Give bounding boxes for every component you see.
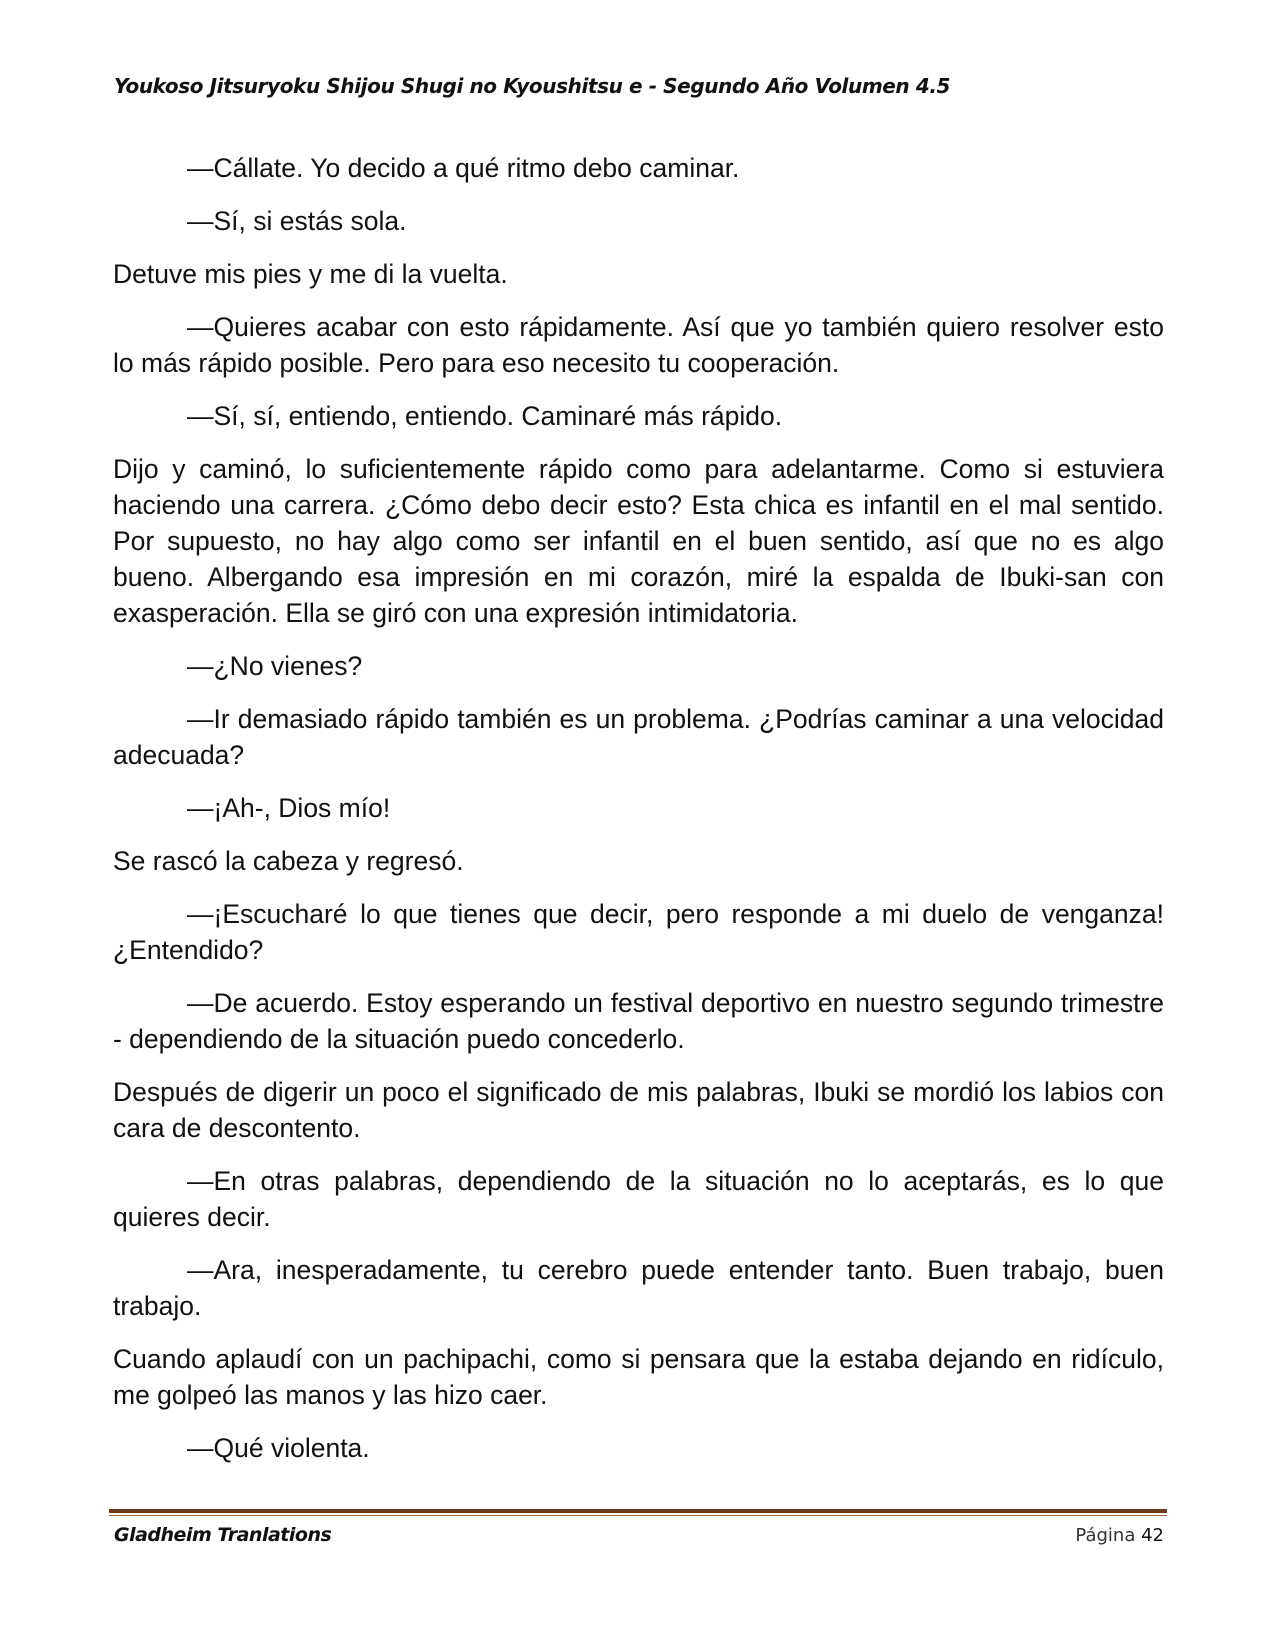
paragraph: —Quieres acabar con esto rápidamente. Así que yo también quiero resolver esto lo más rápido posible. Pero para eso necesito tu cooperación. (113, 312, 1164, 378)
page-number-block (1075, 1525, 1164, 1546)
paragraph: Después de digerir un poco el significado de mis palabras, Ibuki se mordió los labios con cara de descontento. (113, 1077, 1164, 1143)
footer-rule-thick (109, 1509, 1167, 1513)
paragraph: —Sí, sí, entiendo, entiendo. Caminaré más rápido. (187, 401, 783, 431)
header-title: Youkoso Jitsuryoku Shijou Shugi no Kyoushitsu e - Segundo Año Volumen 4.5 (114, 74, 951, 98)
paragraph: —Qué violenta. (187, 1433, 370, 1463)
page-label: Página (1075, 1525, 1136, 1546)
page-number: 42 (1141, 1525, 1164, 1546)
paragraph: —¿No vienes? (187, 651, 363, 681)
paragraph: —En otras palabras, dependiendo de la situación no lo aceptarás, es lo que quieres decir. (113, 1166, 1164, 1232)
paragraph: Dijo y caminó, lo suficientemente rápido como para adelantarme. Como si estuviera haciendo una carrera. ¿Cómo debo decir esto? Esta chica es infantil en el mal sentido. Por supuesto, no hay algo como ser infantil en el buen sentido, así que no es algo bueno. Albergando esa impresión en mi corazón, miré la espalda de Ibuki-san con exasperación. Ella se giró con una expresión intimidatoria. (113, 454, 1164, 628)
paragraph: Cuando aplaudí con un pachipachi, como si pensara que la estaba dejando en ridículo, me golpeó las manos y las hizo caer. (113, 1344, 1164, 1410)
paragraph: —¡Escucharé lo que tienes que decir, pero responde a mi duelo de venganza! ¿Entendido? (113, 899, 1164, 965)
body-text (113, 150, 1164, 1483)
footer-rule-thin (109, 1515, 1167, 1516)
footer-group-name: Gladheim Tranlations (114, 1524, 332, 1546)
paragraph: —Sí, si estás sola. (187, 206, 407, 236)
paragraph: —Ara, inesperadamente, tu cerebro puede entender tanto. Buen trabajo, buen trabajo. (113, 1255, 1164, 1321)
paragraph: Se rascó la cabeza y regresó. (113, 846, 464, 876)
paragraph: —Ir demasiado rápido también es un problema. ¿Podrías caminar a una velocidad adecuada? (113, 704, 1164, 770)
paragraph: —De acuerdo. Estoy esperando un festival deportivo en nuestro segundo trimestre - dependiendo de la situación puedo concederlo. (113, 988, 1164, 1054)
paragraph: Detuve mis pies y me di la vuelta. (113, 259, 508, 289)
paragraph: —Cállate. Yo decido a qué ritmo debo caminar. (187, 153, 740, 183)
paragraph: —¡Ah-, Dios mío! (187, 793, 391, 823)
